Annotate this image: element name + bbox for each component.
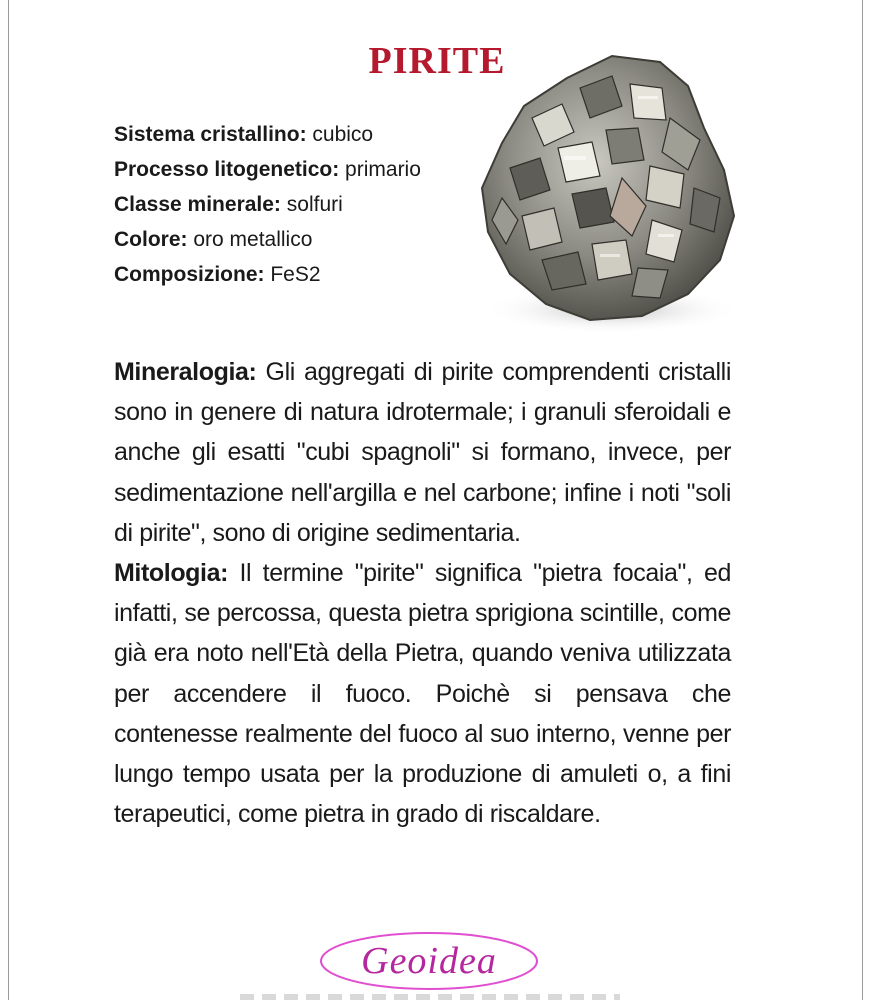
property-mineral-class [114,187,421,222]
mineralogy-paragraph [114,352,731,553]
property-crystal-system [114,117,421,152]
properties-list [114,117,421,292]
property-litho-process [114,152,421,187]
property-composition [114,257,421,292]
mythology-paragraph [114,553,731,834]
description-body [114,352,731,834]
mineralogy-label: Mineralogia: [114,358,257,386]
page-title: PIRITE [368,40,506,83]
property-value: FeS2 [264,263,321,286]
property-value: oro metallico [187,228,313,251]
mineralogy-text: Gli aggregati di pirite comprendenti cristalli sono in genere di natura idrotermale; i granuli sferoidali e anche gli esatti "cubi spagnoli" si formano, invece, per sedimentazione nell'argilla e nel carbone; infine i noti "soli di pirite", sono di origine sedimentaria. [114,358,731,547]
property-color [114,222,421,257]
property-value: primario [339,158,421,181]
property-label: Classe minerale: [114,193,281,216]
property-value: cubico [306,123,374,146]
mythology-text: Il termine "pirite" significa "pietra focaia", ed infatti, se percossa, questa pietra sprigiona scintille, come già era noto nell'Età della Pietra, quando veniva utilizzata per accendere il fuoco. Poichè si pensava che contenesse realmente del fuoco al suo interno, venne per lungo tempo usata per la produzione di amuleti o, a fini terapeutici, come pietra in grado di riscaldare. [114,559,731,829]
logo-text: Geoidea [361,940,497,982]
property-label: Sistema cristallino: [114,123,307,146]
pyrite-specimen-image [462,48,746,338]
property-label: Composizione: [114,263,265,286]
geoidea-logo [318,930,540,992]
mythology-label: Mitologia: [114,559,229,588]
bottom-cutoff-text [240,994,620,1000]
property-label: Colore: [114,228,188,251]
page-border-right [862,0,863,1000]
property-label: Processo litogenetico: [114,158,340,181]
page-border-left [8,0,9,1000]
property-value: solfuri [280,193,343,216]
